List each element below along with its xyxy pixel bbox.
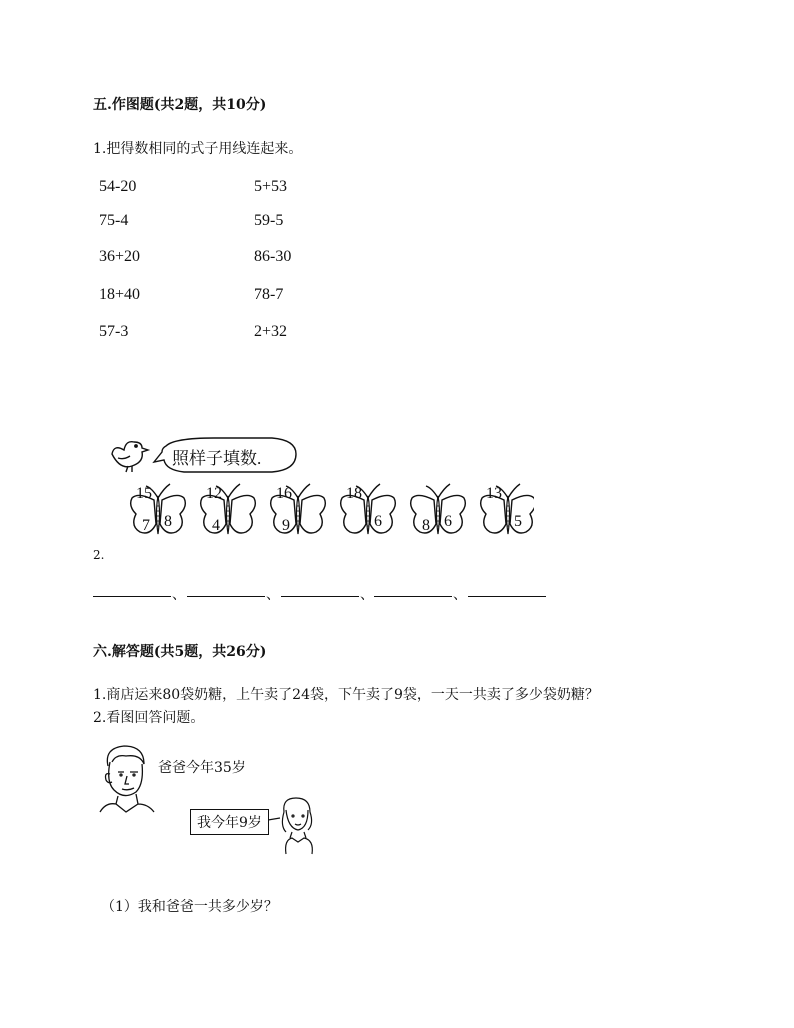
butterfly-icon xyxy=(131,484,186,534)
question-2-number: 2. xyxy=(93,548,105,562)
separator: 、 xyxy=(266,587,280,603)
butterfly-top-number: 15 xyxy=(136,485,152,502)
butterfly-right-number: 6 xyxy=(374,513,382,530)
answer-blank[interactable] xyxy=(281,596,359,597)
section-title-6: 六.解答题(共5题，共26分) xyxy=(93,644,267,660)
expression-right: 59-5 xyxy=(254,212,284,229)
girl-speech-text: 我今年9岁 xyxy=(197,815,262,831)
bird-icon xyxy=(112,442,148,472)
butterfly-row xyxy=(131,484,534,534)
answer-blank[interactable] xyxy=(468,596,546,597)
expression-left: 57-3 xyxy=(99,323,129,340)
question-2-text: 2.看图回答问题。 xyxy=(93,710,205,726)
butterfly-left-number: 9 xyxy=(282,517,290,534)
answer-blank[interactable] xyxy=(187,596,265,597)
butterfly-icon xyxy=(341,484,396,534)
expression-left: 54-20 xyxy=(99,178,137,195)
butterfly-top-number: 18 xyxy=(346,485,362,502)
expression-left: 36+20 xyxy=(99,248,141,265)
father-illustration xyxy=(96,742,156,814)
girl-illustration xyxy=(268,794,320,856)
bubble-text: 照样子填数. xyxy=(172,449,262,468)
answer-blank[interactable] xyxy=(374,596,452,597)
butterfly-icon xyxy=(201,484,256,534)
butterfly-icon xyxy=(271,484,326,534)
butterfly-right-number: 6 xyxy=(444,513,452,530)
butterfly-left-number: 8 xyxy=(422,517,430,534)
separator: 、 xyxy=(360,587,374,603)
expression-right: 86-30 xyxy=(254,248,292,265)
butterfly-top-number: 16 xyxy=(276,485,292,502)
butterfly-top-number: 12 xyxy=(206,485,222,502)
sub-question-1: （1）我和爸爸一共多少岁？ xyxy=(101,899,278,915)
butterfly-right-number: 8 xyxy=(164,513,172,530)
butterfly-left-number: 7 xyxy=(142,517,150,534)
separator: 、 xyxy=(172,587,186,603)
expression-right: 5+53 xyxy=(254,178,288,195)
expression-left: 75-4 xyxy=(99,212,129,229)
girl-speech-box xyxy=(190,809,269,835)
answer-blank[interactable] xyxy=(93,596,171,597)
separator: 、 xyxy=(453,587,467,603)
question-1-text: 1.商店运来80袋奶糖，上午卖了24袋，下午卖了9袋，一天一共卖了多少袋奶糖？ xyxy=(93,687,599,703)
expression-right: 2+32 xyxy=(254,323,288,340)
butterfly-left-number: 4 xyxy=(212,517,220,534)
butterfly-figure xyxy=(104,432,534,564)
expression-right: 78-7 xyxy=(254,286,284,303)
section-title-5: 五.作图题(共2题，共10分) xyxy=(93,97,267,113)
expression-left: 18+40 xyxy=(99,286,141,303)
butterfly-icon xyxy=(411,484,466,534)
question-1-text: 1.把得数相同的式子用线连起来。 xyxy=(93,141,303,157)
butterfly-top-number: 13 xyxy=(486,485,502,502)
butterfly-icon xyxy=(481,484,534,534)
father-caption: 爸爸今年35岁 xyxy=(158,760,246,776)
butterfly-right-number: 5 xyxy=(514,513,522,530)
